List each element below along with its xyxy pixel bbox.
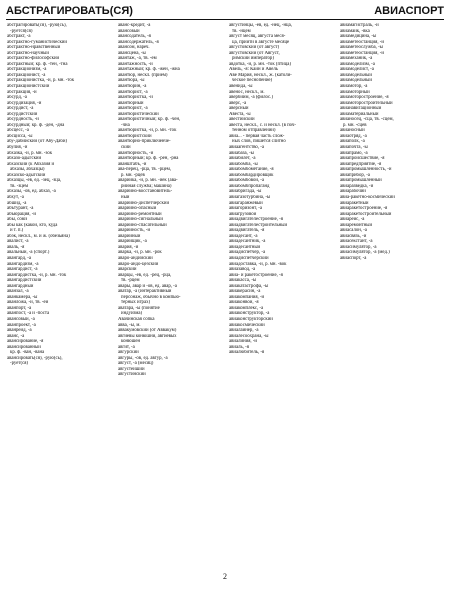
dictionary-entry: авиаконструкторский bbox=[229, 316, 273, 322]
dictionary-entry: авиадиспетчерский bbox=[229, 255, 269, 261]
dictionary-entry: аверс, -а bbox=[229, 100, 247, 106]
dictionary-entry: авиа... - первая часть слож- bbox=[229, 133, 285, 139]
dictionary-entry: авиаполк, -а bbox=[340, 139, 365, 145]
dictionary-entry: авантюрность, -и bbox=[118, 150, 154, 156]
dictionary-entry: аванложа, -и, тв. -ей bbox=[7, 300, 49, 306]
dictionary-entry: абстракционизм, -а bbox=[7, 67, 47, 73]
dictionary-entry: авиамоделист, -а bbox=[340, 67, 374, 73]
dictionary-entry: абсурдизация, -и bbox=[7, 100, 42, 106]
dictionary-entry: абстракт, -а bbox=[7, 34, 31, 40]
dictionary-entry: абхазка, -и, р. мн. -зок bbox=[7, 150, 53, 156]
dictionary-entry: Аве Мария, нескл., ж. (католи- bbox=[229, 72, 292, 78]
dictionary-entry: аванс, -а bbox=[7, 333, 25, 339]
dictionary-entry: авенос, нескл., м. bbox=[229, 89, 265, 95]
dictionary-entry: абътурант, -а bbox=[7, 206, 34, 212]
dictionary-entry: -рует(ся) bbox=[10, 361, 29, 367]
dictionary-entry: абу-дабийский (от Абу-Даби) bbox=[7, 139, 68, 145]
dictionary-entry: авантюристка, -и, р. мн. -ток bbox=[118, 128, 177, 134]
dictionary-entry: авальный, -а (спорт.) bbox=[7, 250, 50, 256]
dictionary-entry: авантюристический bbox=[118, 111, 159, 117]
dictionary-entry: авиаконструктор, -а bbox=[229, 311, 270, 317]
dictionary-entry: авиадоставка, -и, р. мн. -вок bbox=[229, 261, 287, 267]
dictionary-entry: абстрактно-научный bbox=[7, 50, 49, 56]
dictionary-entry: аванпроект, -а bbox=[7, 322, 36, 328]
dictionary-entry: авиамедицина, -ы bbox=[340, 34, 377, 40]
dictionary-entry: авиамоделизм, -а bbox=[340, 61, 375, 67]
dictionary-entry: авантюрист, -а bbox=[118, 89, 148, 95]
dictionary-entry: абстракция, -и bbox=[7, 89, 37, 95]
dictionary-entry: авиасимулятор, -а (мед.) bbox=[340, 250, 390, 256]
dictionary-entry: авва, -ы, м. bbox=[118, 322, 141, 328]
dictionary-entry: авиакосмический bbox=[229, 322, 265, 328]
dictionary-entry: авансодержатель, -я bbox=[118, 39, 159, 45]
dictionary-entry: абстрагировать(ся), -рую(сь), bbox=[7, 23, 67, 28]
dictionary-entry: аварийщик, -а bbox=[118, 239, 147, 245]
dictionary-entry: авиамоторный bbox=[340, 89, 370, 95]
dictionary-entry: авиагрузовой bbox=[229, 211, 257, 217]
dictionary-entry: авиапредприятие, -я bbox=[340, 161, 382, 167]
dictionary-entry: аванс-кредит, -а bbox=[118, 23, 151, 28]
dictionary-entry: авиадвигателестроение, -я bbox=[229, 217, 283, 223]
dictionary-entry: аванпорт, -а bbox=[7, 305, 32, 311]
dictionary-entry: абсурдист, -а bbox=[7, 106, 34, 112]
dictionary-entry: абхазский (к Абхазия и bbox=[7, 161, 55, 167]
dictionary-entry: авиасекстант, -а bbox=[340, 239, 373, 245]
dictionary-entry: авангардистский bbox=[7, 278, 42, 284]
dictionary-entry: аванзал, -а bbox=[7, 289, 29, 295]
dictionary-entry: авиамотор, -а bbox=[340, 84, 368, 90]
dictionary-entry: авиалесоохрана, -ы bbox=[229, 333, 269, 339]
dictionary-entry: авиапочта, -ы bbox=[340, 145, 368, 151]
dictionary-entry: абшид, -а bbox=[7, 200, 27, 206]
dictionary-entry: авантюр, нескл. (приём) bbox=[118, 72, 168, 78]
dictionary-entry: авалист, -а bbox=[7, 239, 29, 245]
dictionary-entry: авиадесант, -а bbox=[229, 233, 258, 239]
dictionary-entry: авиалайнер, -а bbox=[229, 328, 259, 334]
dictionary-entry: тв. -рцем bbox=[121, 278, 140, 284]
dictionary-entry: аваро-андо-цезский bbox=[118, 261, 159, 267]
dictionary-entry: авиа- и ракетостроение, -я bbox=[229, 272, 283, 278]
dictionary-entry: абстрактно-гуманистический bbox=[7, 39, 67, 45]
dictionary-entry: ава-перец, -рца, тв. -рцем, bbox=[118, 167, 172, 173]
dictionary-entry: персонаж, обычно в компью- bbox=[121, 294, 181, 300]
dictionary-entry: абстрактно-нравственный bbox=[7, 45, 61, 51]
dictionary-entry: абулия, -и bbox=[7, 145, 28, 151]
dictionary-entry: авантюрист, -а bbox=[118, 106, 148, 112]
dictionary-entry: абы, союз bbox=[7, 217, 28, 223]
dictionary-entry: авиакасса, -ы bbox=[229, 278, 257, 284]
dictionary-entry: ных слов, пишется слитно bbox=[232, 139, 286, 145]
dictionary-entry: римский император) bbox=[232, 56, 274, 62]
dictionary-entry: абсурд, -а bbox=[7, 95, 27, 101]
dictionary-entry: авансовый, -а bbox=[7, 316, 35, 322]
dictionary-entry: абхазо-адыгский bbox=[7, 156, 42, 162]
dictionary-entry: абстракционистский bbox=[7, 84, 50, 90]
dictionary-entry: аварцы, -ев, ед. -рец, -рца, bbox=[118, 272, 172, 278]
dictionary-entry: тв. -зцем bbox=[10, 183, 28, 189]
dictionary-entry: абхазско-адыгский bbox=[7, 172, 46, 178]
dictionary-entry: авиадвигатель, -я bbox=[229, 228, 265, 234]
dictionary-entry: авиакомпания, -и bbox=[229, 294, 265, 300]
dictionary-entry: аварский bbox=[118, 267, 137, 273]
dictionary-entry: августинцы, -ев, ед. -нец, -нца, bbox=[229, 23, 292, 28]
dictionary-entry: абстракционистка, -и, р. мн. -ток bbox=[7, 78, 75, 84]
dictionary-column-3 bbox=[229, 23, 333, 563]
dictionary-entry: авансом, нареч. bbox=[118, 45, 150, 51]
dictionary-entry: аварийно-сигнальный bbox=[118, 217, 163, 223]
dictionary-entry: августейший bbox=[118, 366, 145, 372]
dictionary-entry: августовский (от август) bbox=[229, 45, 280, 51]
dictionary-entry: авансировать(ся), -рую(сь), bbox=[7, 355, 63, 361]
dictionary-entry: авангардистка, -и, р. мн. -ток bbox=[7, 272, 67, 278]
dictionary-entry: авиакатастрофа, -ы bbox=[229, 283, 269, 289]
dictionary-entry: аварийно-спасательный bbox=[118, 222, 167, 228]
dictionary-entry: конюшен bbox=[121, 339, 141, 345]
dictionary-entry: августовский (от Август, bbox=[229, 50, 280, 56]
dictionary-entry: авиабилет, -а bbox=[229, 156, 256, 162]
running-header bbox=[6, 5, 444, 17]
dictionary-entry: р. мн. -сцев bbox=[343, 122, 367, 128]
dictionary-column-4 bbox=[340, 23, 444, 563]
dictionary-entry: авиаразведка, -и bbox=[340, 183, 374, 189]
dictionary-entry: ный bbox=[121, 194, 130, 200]
dictionary-entry: -чна bbox=[121, 122, 130, 128]
dictionary-entry: абэк, нескл., м. и ж. (обезьяна) bbox=[7, 233, 70, 239]
dictionary-entry: авиарейс, -а bbox=[340, 217, 365, 223]
dictionary-entry: авиаприбор, -а bbox=[340, 172, 370, 178]
dictionary-entry: аввакумовский (от Аввакум) bbox=[118, 328, 177, 334]
dictionary-entry: -руется(ся) bbox=[10, 28, 33, 34]
dictionary-entry: авиапроисшествие, -я bbox=[340, 156, 385, 162]
dictionary-entry: авиапрамо, -а bbox=[340, 150, 368, 156]
dictionary-entry: абхут, -а bbox=[7, 194, 24, 200]
dictionary-entry: авантюрин, -а bbox=[118, 84, 147, 90]
dictionary-entry: авиа-ракетно-космический bbox=[340, 194, 395, 200]
page-number: 2 bbox=[223, 572, 227, 581]
dictionary-entry: кр. ф. -ван, -вана bbox=[10, 350, 45, 356]
dictionary-entry: аваро-андийский bbox=[118, 255, 153, 261]
dictionary-entry: авиаматериальный bbox=[340, 111, 379, 117]
dictionary-entry: авантаж, -а, тв. -ем bbox=[118, 56, 157, 62]
header-first-word: АБСТРАГИРОВАТЬ(СЯ) bbox=[6, 5, 133, 17]
dictionary-entry: авгуры, -ов, ед. авгур, -а bbox=[118, 355, 168, 361]
dictionary-entry: авгиевы конюшни, авгиевых bbox=[118, 333, 177, 339]
dictionary-entry: аварийно-восстановитель- bbox=[118, 189, 173, 195]
dictionary-entry: авиакерасин, -а bbox=[229, 289, 261, 295]
dictionary-entry: авиаотряд, -а bbox=[340, 133, 367, 139]
dictionary-entry: августинский bbox=[118, 372, 146, 378]
dictionary-entry: абхазцы, -ев, ед. -зец, -зца, bbox=[7, 178, 62, 184]
dictionary-entry: авиаракетный bbox=[340, 200, 369, 206]
dictionary-entry: авантюра, -ы bbox=[118, 78, 145, 84]
dictionary-entry: авиаль, -я bbox=[229, 344, 249, 350]
dictionary-entry: авиабомбардировщик bbox=[229, 172, 274, 178]
dictionary-entry: авиагазотурбина, -ы bbox=[229, 194, 271, 200]
dictionary-entry: авиадвигателестроительный bbox=[229, 222, 288, 228]
dictionary-entry: авиаметеостанция, -и bbox=[340, 50, 384, 56]
dictionary-entry: аварийный bbox=[118, 233, 141, 239]
dictionary-entry: авангард, -а bbox=[7, 255, 32, 261]
dictionary-entry: авианосный bbox=[340, 128, 365, 134]
dictionary-entry: авиамайк, -вка bbox=[340, 28, 370, 34]
dictionary-entry: авиамодельный bbox=[340, 78, 372, 84]
dictionary-entry: авансодатель, -я bbox=[118, 34, 151, 40]
dictionary-entry: август, -а (месяц) bbox=[118, 361, 154, 367]
dictionary-entry: тенном отправлении) bbox=[232, 128, 276, 134]
dictionary-entry: индуизма) bbox=[121, 311, 143, 317]
dictionary-entry: аварийно-опасный bbox=[118, 206, 157, 212]
dictionary-entry: абсурдистский bbox=[7, 111, 38, 117]
dictionary-entry: авантюристский bbox=[118, 133, 152, 139]
dictionary-column-2 bbox=[118, 23, 222, 563]
dictionary-entry: абсцисса, -ы bbox=[7, 133, 33, 139]
dictionary-entry: авиаспорт, -а bbox=[340, 255, 367, 261]
dictionary-entry: авиабомбометание, -я bbox=[229, 167, 274, 173]
dictionary-entry: абсурдный; кр. ф. -ден, -дна bbox=[7, 122, 65, 128]
dictionary-entry: авестийский bbox=[229, 117, 255, 123]
dictionary-entry: авиабомба, -ы bbox=[229, 161, 258, 167]
dictionary-entry: авиасалон, -а bbox=[340, 228, 367, 234]
dictionary-entry: авиамеханик, -а bbox=[340, 56, 373, 62]
dictionary-entry: авиаракетостроительный bbox=[340, 211, 392, 217]
dictionary-entry: ский bbox=[121, 145, 131, 151]
dictionary-entry: аварийка, -и, р. мн. -йек (ава- bbox=[118, 178, 178, 184]
dictionary-entry: авиаметеостанция, -и bbox=[340, 39, 384, 45]
dictionary-entry: авгит, -а bbox=[118, 344, 135, 350]
dictionary-entry: авиакомплекс, -а bbox=[229, 305, 264, 311]
dictionary-entry: авенида, -ы bbox=[229, 84, 253, 90]
dictionary-entry: аванштабъ, -й bbox=[118, 161, 147, 167]
dictionary-entry: аварийность, -и bbox=[118, 228, 151, 234]
dictionary-entry: авиагоризонт, -а bbox=[229, 206, 262, 212]
dictionary-entry: аваль, -я bbox=[7, 244, 25, 250]
dictionary-entry: авары, авар и -ов, ед. авар, -а bbox=[118, 283, 177, 289]
dictionary-entry: авеста, нескл., с. и нескл. (в поч- bbox=[229, 122, 296, 128]
dictionary-entry: ца, прийти в августе месяце bbox=[232, 39, 290, 45]
dictionary-entry: авансцена, -ы bbox=[118, 50, 146, 56]
dictionary-entry: абстракционист, -а bbox=[7, 72, 46, 78]
dictionary-entry: авансовый bbox=[118, 28, 140, 34]
dictionary-entry: и т. п.) bbox=[10, 228, 24, 234]
dictionary-entry: Авель, -я: Каин и Авель bbox=[229, 67, 278, 73]
dictionary-entry: авиаремонтный bbox=[340, 222, 373, 228]
dictionary-entry: Авеста, -ы bbox=[229, 111, 251, 117]
dictionary-entry: абхазы, абхазцы) bbox=[10, 167, 45, 173]
dictionary-entry: абстрактно-философский bbox=[7, 56, 60, 62]
dictionary-entry: авантажный; кр. ф. -жен, -жна bbox=[118, 67, 180, 73]
dictionary-entry: авиадесантник, -а bbox=[229, 239, 266, 245]
dictionary-entry: авиалюбитель, -я bbox=[229, 350, 265, 356]
dictionary-entry: авиабомбпропаганд bbox=[229, 183, 270, 189]
dictionary-entry: авансированный bbox=[7, 344, 41, 350]
dictionary-entry: авиамоторостроительный bbox=[340, 100, 393, 106]
dictionary-entry: авиарабочий bbox=[340, 189, 366, 195]
dictionary-entry: авантюристичный; кр. ф. -чен, bbox=[118, 117, 181, 123]
dictionary-column-1 bbox=[7, 23, 111, 563]
dictionary-entry: аварка, -и, р. мн. -рок bbox=[118, 250, 162, 256]
dictionary-entry: авиапромышленный bbox=[340, 178, 382, 184]
dictionary-entry: авиадиспетчер, -а bbox=[229, 250, 266, 256]
dictionary-entry: авиамодельный bbox=[340, 72, 372, 78]
dictionary-entry: абъюрация, -и bbox=[7, 211, 36, 217]
dictionary-entry: авантюрный bbox=[118, 100, 144, 106]
dictionary-entry: авиазавод, -а bbox=[229, 267, 256, 273]
header-rule bbox=[6, 19, 444, 20]
dictionary-entry: авария, -и bbox=[118, 244, 139, 250]
dictionary-entry: терных играх) bbox=[121, 300, 151, 306]
dictionary-entry: авиапромышленность, -и bbox=[340, 167, 392, 173]
dictionary-entry: авиамоторостроение, -я bbox=[340, 95, 389, 101]
dictionary-entry: авиамагистраль, -и bbox=[340, 23, 379, 28]
dictionary-entry: р. мн. -рцев bbox=[121, 172, 145, 178]
dictionary-entry: аванрейд, -а bbox=[7, 328, 32, 334]
dictionary-entry: авансирование, -я bbox=[7, 339, 44, 345]
dictionary-entry: аватара, -ы (понятие bbox=[118, 305, 160, 311]
dictionary-entry: авантюрный; кр. ф. -рен, -рна bbox=[118, 156, 179, 162]
dictionary-entry: аванпост, -а и -поста bbox=[7, 311, 50, 317]
dictionary-entry: авангардный bbox=[7, 283, 34, 289]
dictionary-entry: абстрактный; кр. ф. -тен, -тна bbox=[7, 61, 68, 67]
dictionary-entry: аварийно-ремонтный bbox=[118, 211, 162, 217]
dictionary-entry: авиабомбовой, -а bbox=[229, 178, 265, 184]
dictionary-entry: авангардизм, -а bbox=[7, 261, 39, 267]
dictionary-entry: авантюристка, -и bbox=[118, 95, 153, 101]
dictionary-entry: авиадесантный bbox=[229, 244, 261, 250]
dictionary-entry: Авачинская сопка bbox=[118, 316, 155, 322]
dictionary-entry: авиаконвой, -я bbox=[229, 300, 259, 306]
dictionary-entry: тв. -нцем bbox=[232, 28, 251, 34]
dictionary-entry: абы как (какой, кто, куда bbox=[7, 222, 58, 228]
dictionary-entry: авиаагентство, -а bbox=[229, 145, 264, 151]
dictionary-entry: авгурский bbox=[118, 350, 139, 356]
dictionary-entry: авиаметеослужба, -ы bbox=[340, 45, 383, 51]
dictionary-entry: авербийм, -а (филос.) bbox=[229, 95, 273, 101]
dictionary-entry: абсцесс, -а bbox=[7, 128, 29, 134]
dictionary-entry: авианосец, -сца, тв. -сцем, bbox=[340, 117, 394, 123]
dictionary-entry: аванкамера, -ы bbox=[7, 294, 38, 300]
dictionary-entry: абсурдность, -и bbox=[7, 117, 39, 123]
dictionary-entry: авианавигационный bbox=[340, 106, 382, 112]
dictionary-entry: авангардист, -а bbox=[7, 267, 38, 273]
dictionary-entry: ческое песнопение) bbox=[232, 78, 273, 84]
dictionary-entry: авиаракетостроение, -я bbox=[340, 206, 388, 212]
dictionary-entry: авиабаза, -ы bbox=[229, 150, 254, 156]
dictionary-entry: рийная служба; машина) bbox=[121, 183, 172, 189]
dictionary-entry: аварийно-диспетчерский bbox=[118, 200, 170, 206]
dictionary-entry: аватар, -а (интерактивный bbox=[118, 289, 172, 295]
dictionary-entry: авдотка, -и, р. мн. -ток (птица) bbox=[229, 61, 291, 67]
dictionary-entry: авантажность, -и bbox=[118, 61, 153, 67]
dictionary-entry: авиасвязь, -и bbox=[340, 233, 367, 239]
dictionary-entry: аверсный bbox=[229, 106, 249, 112]
header-last-word: АВИАСПОРТ bbox=[374, 5, 444, 17]
dictionary-entry: абхазы, -ов, ед. абхаз, -а bbox=[7, 189, 56, 195]
dictionary-entry: авиабригада, -ы bbox=[229, 189, 262, 195]
dictionary-entry: август месяц, августа меся- bbox=[229, 34, 286, 40]
dictionary-entry: авиалиния, -и bbox=[229, 339, 257, 345]
dictionary-entry: авиасимулятор, -а bbox=[340, 244, 377, 250]
dictionary-entry: авиагаранжевый bbox=[229, 200, 263, 206]
dictionary-entry: авантюрно-приключенче- bbox=[118, 139, 171, 145]
